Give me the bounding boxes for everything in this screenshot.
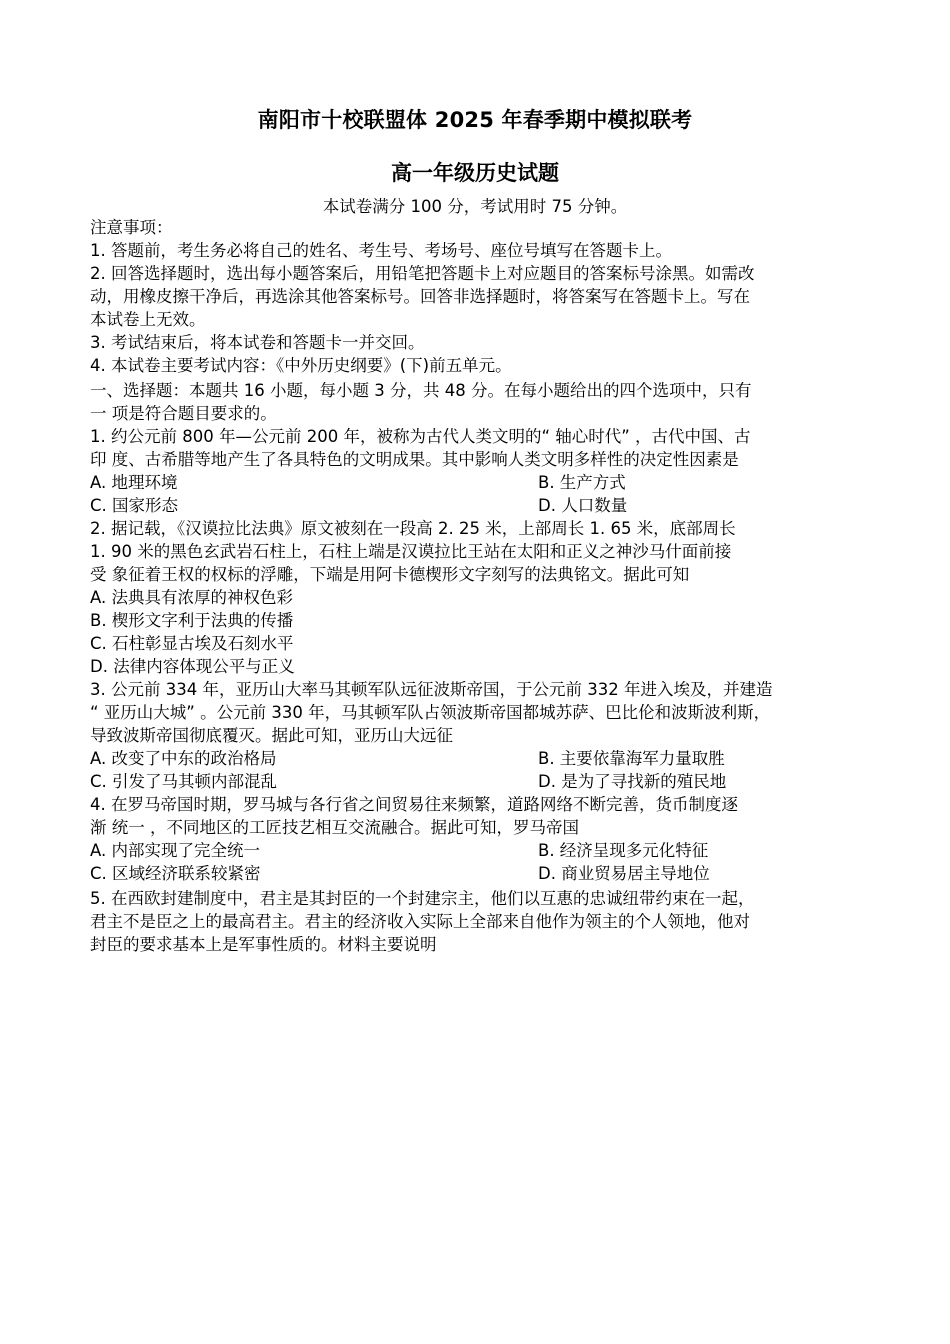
notes-line: 3. 考试结束后，将本试卷和答题卡一并交回。 — [90, 333, 425, 352]
notes-line: 动，用橡皮擦干净后，再选涂其他答案标号。回答非选择题时，将答案写在答题卡上。写在 — [90, 287, 750, 306]
exam-title: 南阳市十校联盟体 2025 年春季期中模拟联考 — [257, 108, 693, 132]
option-a: A. 改变了中东的政治格局 — [90, 749, 277, 768]
option-d: D. 法律内容体现公平与正义 — [90, 657, 295, 676]
question-stem: 1. 约公元前 800 年—公元前 200 年，被称为古代人类文明的“ 轴心时代” ，古代中国、古 — [90, 427, 751, 446]
option-b: B. 主要依靠海军力量取胜 — [538, 749, 725, 768]
option-c: C. 区域经济联系较紧密 — [90, 864, 261, 883]
option-c: C. 石柱彰显古埃及石刻水平 — [90, 634, 294, 653]
option-a: A. 地理环境 — [90, 473, 178, 492]
question-stem: 封臣的要求基本上是军事性质的。材料主要说明 — [90, 935, 437, 954]
notes-section — [90, 216, 880, 377]
question-stem: 3. 公元前 334 年，亚历山大率马其顿军队远征波斯帝国，于公元前 332 年进入埃及，并建造 — [90, 680, 773, 699]
option-b: B. 生产方式 — [538, 473, 626, 492]
notes-line: 本试卷上无效。 — [90, 310, 206, 329]
section-line: 一 项是符合题目要求的。 — [90, 404, 277, 423]
question-stem: 1. 90 米的黑色玄武岩石柱上，石柱上端是汉谟拉比王站在太阳和正义之神沙马什面前接 — [90, 542, 732, 561]
option-d: D. 是为了寻找新的殖民地 — [538, 772, 727, 791]
section-heading — [90, 379, 880, 425]
question-1 — [90, 425, 880, 517]
notes-line: 2. 回答选择题时，选出每小题答案后，用铅笔把答题卡上对应题目的答案标号涂黑。如需改 — [90, 264, 755, 283]
question-stem: 印 度、古希腊等地产生了各具特色的文明成果。其中影响人类文明多样性的决定性因素是 — [90, 450, 739, 469]
question-stem: 2. 据记载，《汉谟拉比法典》原文被刻在一段高 2. 25 米，上部周长 1. 65 米，底部周长 — [90, 519, 736, 538]
question-stem: 君主不是臣之上的最高君主。君主的经济收入实际上全部来自他作为领主的个人领地，他对 — [90, 912, 750, 931]
question-3 — [90, 678, 880, 793]
option-c: C. 引发了马其顿内部混乱 — [90, 772, 278, 791]
question-stem: 渐 统一 ，不同地区的工匠技艺相互交流融合。据此可知，罗马帝国 — [90, 818, 579, 837]
notes-line: 4. 本试卷主要考试内容：《中外历史纲要》(下)前五单元。 — [90, 356, 512, 375]
option-d: D. 人口数量 — [538, 496, 628, 515]
exam-subtitle: 高一年级历史试题 — [391, 161, 559, 185]
question-stem: “ 亚历山大城” 。公元前 330 年，马其顿军队占领波斯帝国都城苏萨、巴比伦和波斯波利斯， — [90, 703, 771, 722]
question-5 — [90, 887, 880, 956]
question-stem: 导致波斯帝国彻底覆灭。据此可知，亚历山大远征 — [90, 726, 453, 745]
notes-heading: 注意事项： — [90, 218, 173, 237]
exam-info: 本试卷满分 100 分，考试用时 75 分钟。 — [322, 197, 628, 216]
option-d: D. 商业贸易居主导地位 — [538, 864, 710, 883]
exam-content — [90, 216, 880, 956]
option-a: A. 法典具有浓厚的神权色彩 — [90, 588, 293, 607]
option-b: B. 经济呈现多元化特征 — [538, 841, 709, 860]
option-c: C. 国家形态 — [90, 496, 179, 515]
notes-line: 1. 答题前，考生务必将自己的姓名、考生号、考场号、座位号填写在答题卡上。 — [90, 241, 672, 260]
question-4 — [90, 793, 880, 885]
question-2 — [90, 517, 880, 678]
option-b: B. 楔形文字利于法典的传播 — [90, 611, 294, 630]
section-line: 一、选择题：本题共 16 小题，每小题 3 分，共 48 分。在每小题给出的四个选项中，只有 — [90, 381, 752, 400]
question-stem: 4. 在罗马帝国时期，罗马城与各行省之间贸易往来频繁，道路网络不断完善，货币制度逐 — [90, 795, 738, 814]
question-stem: 受 象征着王权的权标的浮雕，下端是用阿卡德楔形文字刻写的法典铭文。据此可知 — [90, 565, 690, 584]
option-a: A. 内部实现了完全统一 — [90, 841, 260, 860]
question-stem: 5. 在西欧封建制度中，君主是其封臣的一个封建宗主，他们以互惠的忠诚纽带约束在一起， — [90, 889, 755, 908]
